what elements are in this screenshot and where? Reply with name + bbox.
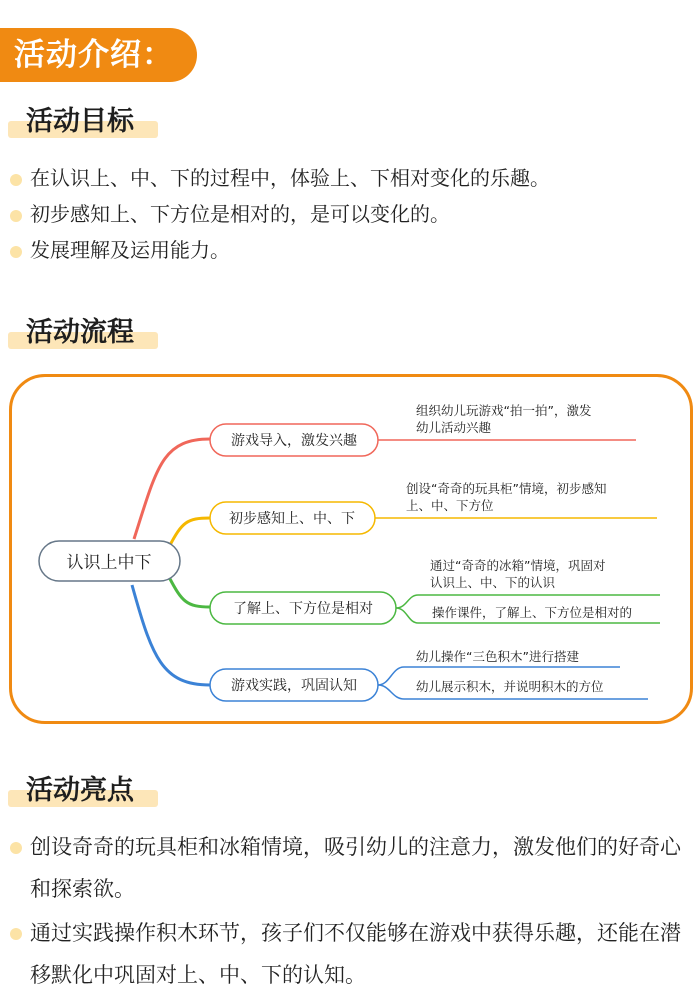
list-item: 通过实践操作积木环节，孩子们不仅能够在游戏中获得乐趣，还能在潜移默化中巩固对上、中、下的认知。 [0, 912, 690, 996]
branch-label-2: 了解上、下方位是相对 [233, 601, 373, 617]
bullet-dot [10, 246, 22, 258]
note-text-3-0: 幼儿操作“三色积木”进行搭建 [416, 649, 579, 664]
section-title: 活动亮点 [26, 775, 134, 806]
branch-label-1: 初步感知上、中、下 [229, 511, 355, 527]
section-heading-highlights [8, 772, 134, 812]
note-text-2-1: 操作课件，了解上、下方位是相对的 [432, 605, 633, 620]
section-title: 活动流程 [26, 317, 134, 348]
note-text-3-1: 幼儿展示积木，并说明积木的方位 [416, 679, 604, 694]
note-text-1-0a: 创设“奇奇的玩具柜”情境，初步感知 [406, 481, 607, 496]
note-text-0-0a: 组织幼儿玩游戏“拍一拍”，激发 [416, 403, 592, 418]
bullet-dot [10, 210, 22, 222]
branch-label-3: 游戏实践，巩固认知 [231, 678, 357, 694]
mindmap-root-label: 认识上中下 [66, 553, 152, 573]
branch-label-0: 游戏导入，激发兴趣 [231, 433, 357, 449]
section-heading-process [8, 314, 134, 354]
note-text-1-0b: 上、中、下方位 [406, 498, 494, 513]
goals-list [0, 160, 700, 268]
note-text-0-0b: 幼儿活动兴趣 [416, 420, 492, 435]
list-item: 初步感知上、下方位是相对的，是可以变化的。 [0, 196, 700, 232]
branch-line-1 [169, 518, 210, 547]
list-item: 发展理解及运用能力。 [0, 232, 700, 268]
note-text-2-0b: 认识上、中、下的认识 [430, 575, 556, 590]
list-item: 创设奇奇的玩具柜和冰箱情境，吸引幼儿的注意力，激发他们的好奇心和探索欲。 [0, 826, 690, 910]
section-title: 活动目标 [26, 106, 134, 137]
highlights-list [0, 826, 690, 998]
branch-line-2 [169, 577, 210, 607]
section-heading-goals [8, 103, 134, 143]
intro-label: 活动介绍： [0, 28, 197, 82]
mindmap-canvas [12, 377, 696, 727]
bullet-dot [10, 174, 22, 186]
list-item: 在认识上、中、下的过程中，体验上、下相对变化的乐趣。 [0, 160, 700, 196]
mindmap [9, 374, 693, 724]
note-text-2-0a: 通过“奇奇的冰箱”情境，巩固对 [430, 558, 606, 573]
branch-line-0 [134, 439, 210, 539]
branch-line-3 [132, 585, 210, 685]
bullet-dot [10, 842, 22, 854]
bullet-dot [10, 928, 22, 940]
